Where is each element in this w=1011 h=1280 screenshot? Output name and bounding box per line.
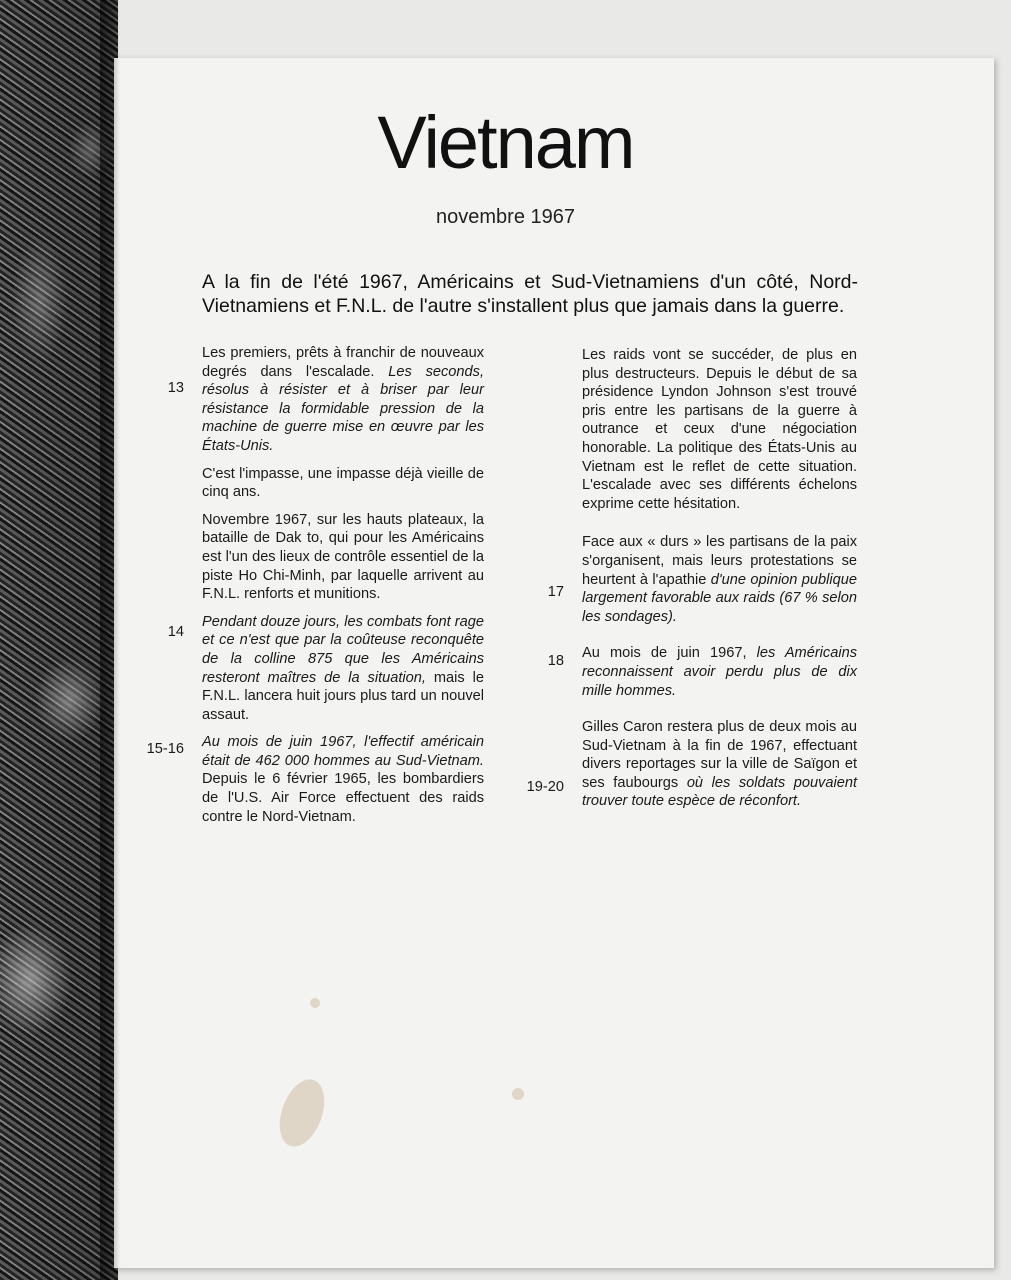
paragraph (582, 644, 857, 700)
text-span: mais le F.N.L. lancera huit jours plus tard un nouvel assaut. (202, 669, 484, 723)
text-span: Gilles Caron restera plus de deux mois au Sud-Vietnam à la fin de 1967, effectuant divers reportages sur la ville de Saïgon et ses faubourgs (582, 719, 857, 791)
book-gutter-shadow (100, 0, 120, 1280)
text-span: Depuis le 6 février 1965, les bombardiers de l'U.S. Air Force effectuent des raids contre le Nord-Vietnam. (202, 771, 484, 825)
page-stain (271, 1073, 333, 1152)
photo-reference-number: 14 (167, 624, 184, 640)
photo-reference-number: 17 (547, 584, 564, 600)
italic-text-span: les Américains reconnaissent avoir perdu plus de dix mille hommes. (582, 645, 857, 699)
photo-reference-number: 15-16 (146, 741, 184, 757)
photo-reference-number: 13 (167, 380, 184, 396)
page-date: novembre 1967 (436, 206, 575, 228)
italic-text-span: Pendant douze jours, les combats font rage et ce n'est que par la coûteuse reconquête de la colline 875 que les Américains resteront maîtres de la situation, (202, 613, 484, 686)
italic-text-span: Les seconds, résolus à résister et à briser par leur résistance la formidable pression de la machine de guerre mise en œuvre par les États-Unis. (202, 363, 484, 454)
paragraph (202, 733, 484, 826)
photo-reference-number: 19-20 (526, 779, 564, 795)
italic-text-span: d'une opinion publique largement favorable aux raids (67 % selon les sondages). (582, 571, 857, 625)
text-span: Face aux « durs » les partisans de la paix s'organisent, mais leurs protestations se heurtent à l'apathie (582, 534, 857, 588)
page-stain (512, 1088, 524, 1100)
paragraph (202, 613, 484, 725)
paragraph: Les raids vont se succéder, de plus en plus destructeurs. Depuis le début de sa présidence Lyndon Johnson s'est trouvé pris entre les partisans de la guerre à outrance et ceux d'une négociation honorable. La politique des États-Unis au Vietnam est le reflet de cette situation. L'escalade avec ses différents échelons exprime cette hésitation. (582, 347, 857, 512)
page-stain (310, 998, 320, 1008)
paragraph (582, 533, 857, 626)
right-text-column (582, 346, 857, 811)
text-span: Les premiers, prêts à franchir de nouveaux degrés dans l'escalade. (202, 345, 484, 380)
left-text-column (202, 344, 484, 826)
paragraph: Novembre 1967, sur les hauts plateaux, la bataille de Dak to, qui pour les Américains est l'un des lieux de contrôle essentiel de la piste Ho Chi-Minh, par laquelle arrivent au F.N.L. renforts et munitions. (202, 511, 484, 603)
photo-reference-number: 18 (547, 653, 564, 669)
italic-text-span: où les soldats pouvaient trouver toute espèce de réconfort. (582, 774, 857, 810)
page-title: Vietnam (377, 101, 634, 184)
paragraph (582, 718, 857, 811)
paragraph: C'est l'impasse, une impasse déjà vieille de cinq ans. (202, 465, 484, 501)
intro-paragraph: A la fin de l'été 1967, Américains et Sud-Vietnamiens d'un côté, Nord-Vietnamiens et F.N.L. de l'autre s'installent plus que jamais dans la guerre. (202, 271, 858, 317)
text-span: Au mois de juin 1967, (582, 645, 757, 662)
italic-text-span: Au mois de juin 1967, l'effectif américain était de 462 000 hommes au Sud-Vietnam. (202, 734, 484, 769)
paragraph (202, 344, 484, 456)
